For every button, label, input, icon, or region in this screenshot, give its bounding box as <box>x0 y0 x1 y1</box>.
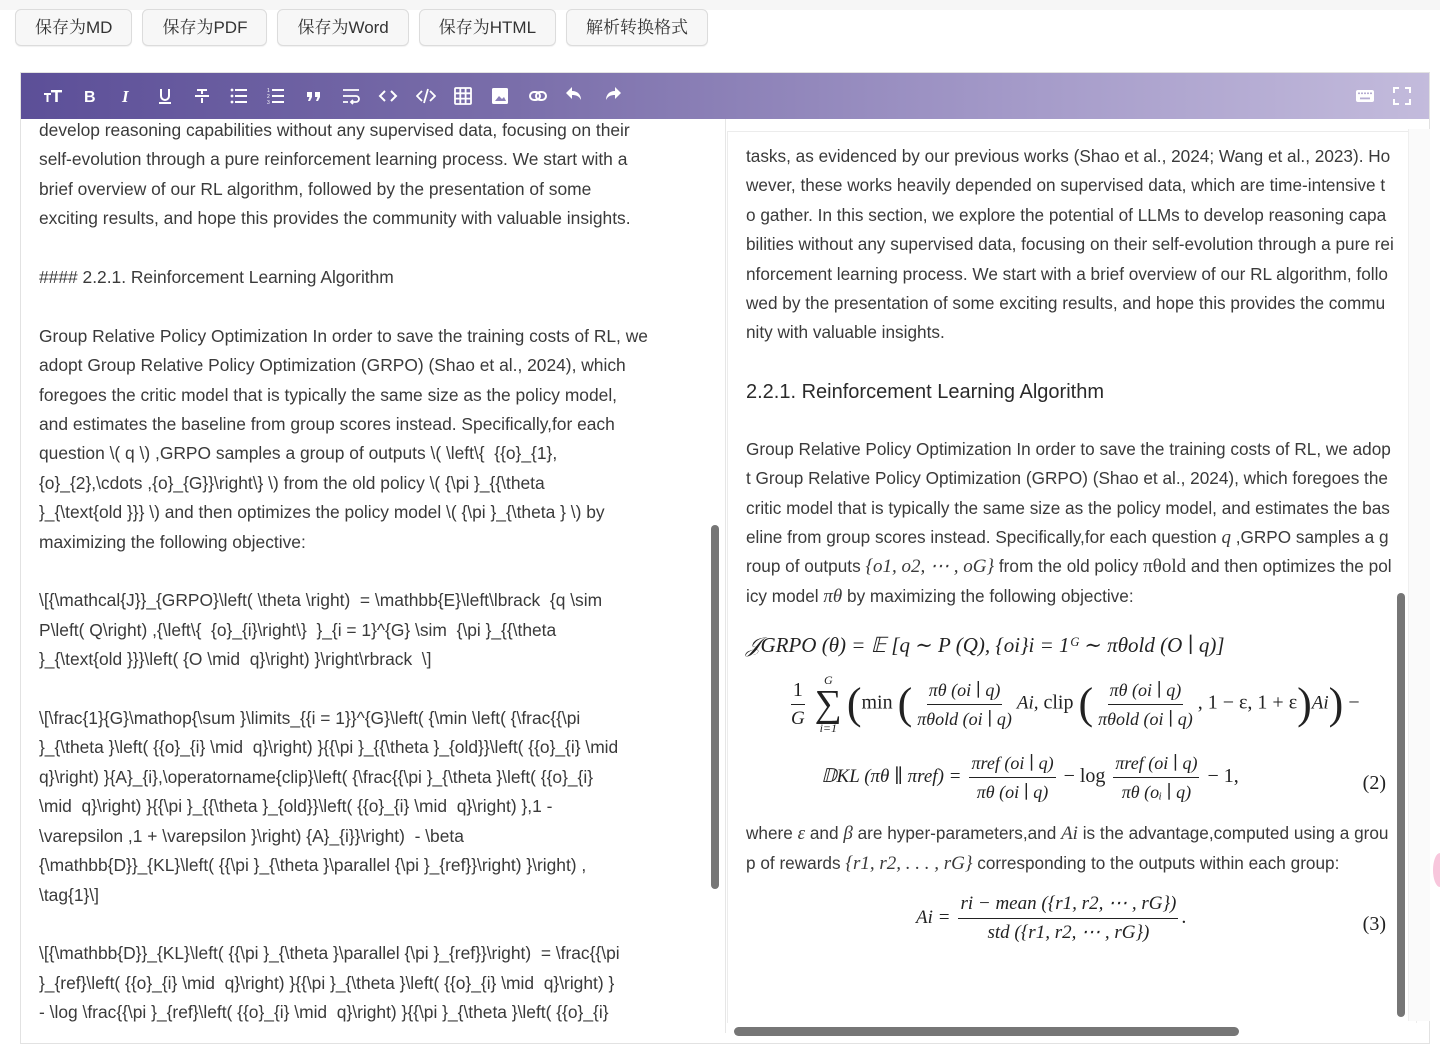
source-line: \tag{1}\] <box>39 884 99 905</box>
svg-text:B: B <box>83 89 96 106</box>
source-line: Group Relative Policy Optimization In order to save the training costs of RL, we <box>39 325 648 346</box>
equation-1: $\frac{1}{G}$ G ∑ i=1 (min ( $\frac{\pi\theta (oi ∣ q)}{\text{πθold (oi ∣ q)}}$ Ai, clip ( $\frac{\pi\theta (oi ∣ q)}{\text{πθold (oi ∣ q)}}$ , 1 − ε, 1 + ε)Ai) − <box>791 673 1360 736</box>
section-heading: 2.2.1. Reinforcement Learning Algorithm <box>746 380 1104 403</box>
quote-icon[interactable] <box>295 79 332 113</box>
preview-content <box>727 131 1417 1023</box>
code-block-icon[interactable] <box>407 79 444 113</box>
markdown-source-text[interactable] <box>39 119 689 1028</box>
source-line: \mid q}\right) }{{\pi }_{{\theta }_{old}}\left( {{o}_{i} \mid q}\right) },1 - <box>39 796 553 817</box>
parse-convert-button[interactable]: 解析转换格式 <box>566 9 708 46</box>
fullscreen-icon[interactable] <box>1384 79 1421 113</box>
source-line: self-evolution through a pure reinforcement learning process. We start with a <box>39 149 628 170</box>
svg-text:I: I <box>122 87 129 106</box>
math-pi-theta-old: πθold <box>1143 556 1187 578</box>
heading-icon[interactable] <box>34 79 71 113</box>
source-line: }_{\text{old }}}\left( {O \mid q}\right) }\right\rbrack \] <box>39 649 432 670</box>
preview-pane <box>726 119 1424 1023</box>
ordered-list-icon[interactable] <box>258 79 295 113</box>
source-line: {\mathbb{D}}_{KL}\left( {{\pi }_{\theta }\parallel {\pi }_{ref}}\right) }\right) , <box>39 855 587 876</box>
summation-symbol: G ∑ i=1 <box>814 673 842 736</box>
strikethrough-icon[interactable] <box>183 79 220 113</box>
equation-3: Ai = $\frac{\text{ri − mean (\{r1, r2, ⋯ , rG\})}}{\text{std (\{r1, r2, ⋯ , rG\})}}$ . (3) <box>916 893 1386 944</box>
source-line: q}\right) }{A}_{i},\operatorname{clip}\left( {\frac{{\pi }_{\theta }\left( {{o}_{i} <box>39 766 594 787</box>
source-line <box>39 557 689 586</box>
math-output-set: {o1, o2, ⋯ , oG} <box>865 556 995 578</box>
keyboard-icon[interactable] <box>1346 79 1383 113</box>
source-line: question \( q \) ,GRPO samples a group of outputs \( \left\{ {{o}_{1}, <box>39 443 558 464</box>
source-line: {o}_{2},\cdots ,{o}_{G}}\right\} \) from the old policy \( {\pi }_{{\theta <box>39 472 545 493</box>
markdown-editor <box>20 72 1430 1044</box>
source-line <box>39 292 689 321</box>
redo-icon[interactable] <box>593 79 630 113</box>
source-line: brief overview of our RL algorithm, followed by the presentation of some <box>39 178 592 199</box>
bullet-list-icon[interactable] <box>220 79 257 113</box>
action-bar <box>15 9 708 46</box>
save-md-button[interactable]: 保存为MD <box>15 9 132 46</box>
equation-2: 𝔻KL (πθ ∥ πref) = $\frac{\text{πref (oi ∣ q)}}{\pi\theta (oi ∣ q)}$ − log $\frac{\text{πref (oi ∣ q)}}{\text{πθ (oᵢ ∣ q)}}$ − 1, (2) <box>821 753 1386 803</box>
svg-text:3: 3 <box>267 100 271 106</box>
save-html-button[interactable]: 保存为HTML <box>419 9 556 46</box>
underline-icon[interactable] <box>146 79 183 113</box>
italic-icon[interactable] <box>109 79 146 113</box>
source-line <box>39 675 689 704</box>
equation-j-grpo: 𝒥GRPO (θ) = 𝔼 [q ∼ P (Q), {oi}i = 1ᴳ ∼ πθold (O ∣ q)] <box>746 633 1225 658</box>
source-line: P\left( Q\right) ,{\left\{ {o}_{i}\right\} }_{i = 1}^{G} \sim {\pi }_{{\theta <box>39 619 557 640</box>
source-line <box>39 234 689 263</box>
source-line: }_{\theta }\left( {{o}_{i} \mid q}\right) }{{\pi }_{{\theta }_{old}}\left( {{o}_{i} \mid <box>39 737 619 758</box>
equation-2-tag: (2) <box>1362 772 1386 795</box>
undo-icon[interactable] <box>556 79 593 113</box>
source-line: \[{\mathcal{J}}_{GRPO}\left( \theta \right) = \mathbb{E}\left\lbrack {q \sim <box>39 590 603 611</box>
floating-assistant-handle[interactable] <box>1433 853 1440 887</box>
svg-text:1: 1 <box>267 88 271 94</box>
save-word-button[interactable]: 保存为Word <box>277 9 408 46</box>
source-line: exciting results, and hope this provides the community with valuable insights. <box>39 208 631 229</box>
source-line: \[{\mathbb{D}}_{KL}\left( {{\pi }_{\theta }\parallel {\pi }_{ref}}\right) = \frac{{\pi <box>39 943 620 964</box>
markdown-source-pane[interactable] <box>21 119 725 1033</box>
source-line: and estimates the baseline from group scores instead. Specifically,for each <box>39 414 615 435</box>
editor-toolbar <box>21 73 1429 119</box>
math-q: q <box>1221 527 1231 549</box>
preview-scroll-track <box>1408 129 1430 1021</box>
source-vertical-scrollbar[interactable] <box>711 525 719 889</box>
source-line: \varepsilon ,1 + \varepsilon }\right) {A}_{i}}\right) - \beta <box>39 825 464 846</box>
preview-horizontal-scrollbar[interactable] <box>734 1027 1239 1036</box>
source-line: #### 2.2.1. Reinforcement Learning Algorithm <box>39 267 394 288</box>
preview-vertical-scrollbar[interactable] <box>1397 593 1405 1017</box>
source-line: }_{ref}\left( {{o}_{i} \mid q}\right) }{{\pi }_{\theta }\left( {{o}_{i} \mid q}\right) } <box>39 972 615 993</box>
source-line: }_{\text{old }}} \) and then optimizes the policy model \( {\pi }_{\theta } \) by <box>39 502 605 523</box>
table-icon[interactable] <box>444 79 481 113</box>
svg-text:2: 2 <box>267 94 271 100</box>
source-line: adopt Group Relative Policy Optimization (GRPO) (Shao et al., 2024), which <box>39 355 626 376</box>
line-wrap-icon[interactable] <box>332 79 369 113</box>
source-line: \[\frac{1}{G}\mathop{\sum }\limits_{{i = 1}}^{G}\left( {\min \left( {\frac{{\pi <box>39 708 581 729</box>
source-line: foregoes the critic model that is typically the same size as the policy model, <box>39 384 618 405</box>
source-line: - \log \frac{{\pi }_{ref}\left( {{o}_{i} \mid q}\right) }{{\pi }_{\theta }\left( {{o}_{i} <box>39 1002 609 1023</box>
image-icon[interactable] <box>482 79 519 113</box>
save-pdf-button[interactable]: 保存为PDF <box>142 9 267 46</box>
source-line: develop reasoning capabilities without any supervised data, focusing on their <box>39 120 630 140</box>
link-icon[interactable] <box>519 79 556 113</box>
math-pi-theta: πθ <box>823 585 843 607</box>
bold-icon[interactable] <box>71 79 108 113</box>
intro-paragraph: tasks, as evidenced by our previous works (Shao et al., 2024; Wang et al., 2023). However, these works heavily depended on supervised data, which are time-intensive to gather. In this section, we explore the potential of LLMs to develop reasoning capabilities without any supervised data, focusing on their self-evolution through a pure reinforcement learning process. We start with a brief overview of our RL algorithm, followed by the presentation of some exciting results, and hope this provides the community with valuable insights. <box>746 146 1394 343</box>
inline-code-icon[interactable] <box>370 79 407 113</box>
source-line <box>39 910 689 939</box>
where-paragraph: where ε and β are hyper-parameters,and Ai is the advantage,computed using a group of rewards {r1, r2, . . . , rG} corresponding to the outputs within each group: <box>746 823 1389 874</box>
source-line: maximizing the following objective: <box>39 531 306 552</box>
equation-3-tag: (3) <box>1362 913 1386 936</box>
grpo-paragraph: Group Relative Policy Optimization In order to save the training costs of RL, we adopt Group Relative Policy Optimization (GRPO) (Shao et al., 2024), which foregoes the critic model that is typically the same size as the policy model, and estimates the baseline from group scores instead. Specifically,for each question q ,GRPO samples a group of outputs {o1, o2, ⋯ , oG} from the old policy πθold and then optimizes the policy model πθ by maximizing the following objective: <box>746 438 1392 607</box>
